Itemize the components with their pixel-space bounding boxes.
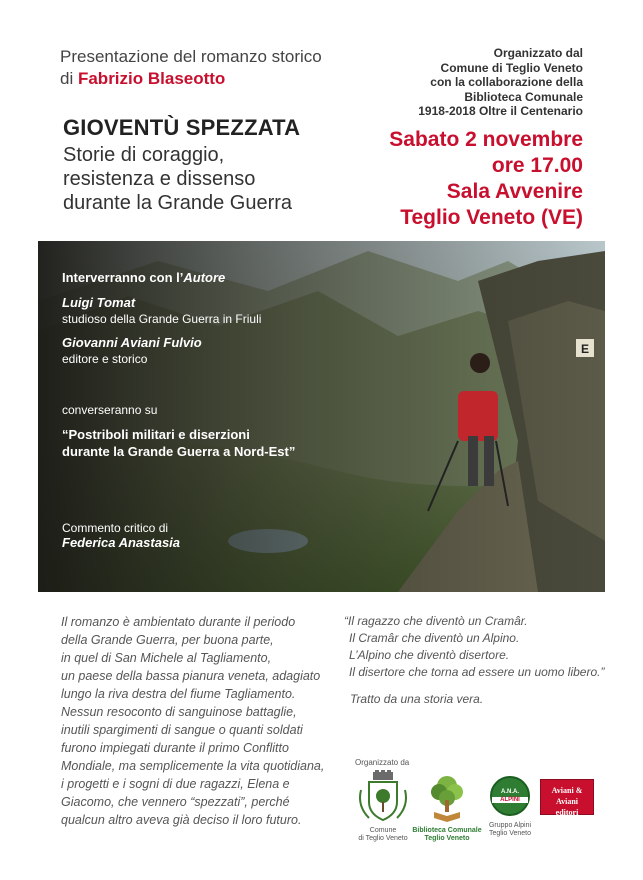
story-line: in quel di San Michele al Tagliamento, (61, 651, 272, 665)
quote-line: L’Alpino che diventò disertore. (349, 648, 510, 662)
book-title: GIOVENTÙ SPEZZATA (63, 115, 301, 140)
speakers-intro-emph: Autore (183, 270, 226, 285)
comune-caption-line: Comune (369, 827, 397, 834)
event-place: Teglio Veneto (VE) (400, 206, 583, 229)
story-line: Nessun resoconto di sanguinose battaglie, (61, 705, 297, 719)
tratto-text: Tratto da una storia vera. (350, 692, 484, 706)
talk-title-line1: “Postriboli militari e diserzioni (62, 427, 250, 442)
organizer-line: Comune di Teglio Veneto (440, 60, 583, 75)
speaker1-role: studioso della Grande Guerra in Friuli (62, 312, 262, 326)
quote-line: Il Cramâr che diventò un Alpino. (349, 631, 520, 645)
story-line: un paese della bassa pianura veneta, adagiato (61, 669, 321, 683)
alpini-caption-line: Teglio Veneto (488, 830, 532, 837)
organizer-block (323, 46, 583, 119)
alpini-emblem-icon (490, 776, 530, 816)
speaker2-role: editore e storico (62, 352, 148, 366)
comune-caption-line: di Teglio Veneto (358, 835, 408, 842)
mountain-photo (38, 241, 605, 592)
trail-marker-label: E (580, 342, 590, 356)
subtitle-line: resistenza e dissenso (63, 168, 256, 190)
biblioteca-caption-line: Teglio Veneto (424, 835, 470, 842)
talk-intro: converseranno su (62, 403, 158, 417)
story-line: furono impiegati durante il primo Conflitto (61, 741, 289, 755)
speakers-intro-text: Interverranno con l’ (62, 270, 184, 285)
quote-block (344, 613, 614, 681)
event-time: ore 17.00 (491, 154, 583, 177)
event-details (303, 127, 583, 231)
talk-title-line2: durante la Grande Guerra a Nord-Est” (62, 444, 296, 459)
comment-name: Federica Anastasia (62, 535, 181, 550)
speakers-intro (62, 270, 225, 286)
editori-subtitle: editori (555, 808, 579, 817)
author-line (60, 68, 360, 90)
coat-of-arms-icon (353, 770, 413, 822)
organizer-line: Biblioteca Comunale (464, 89, 583, 104)
story-line: lungo la riva destra del fiume Tagliamento. (61, 687, 296, 701)
story-line: della Grande Guerra, per buona parte, (61, 633, 274, 647)
author-name: Fabrizio Blaseotto (77, 69, 226, 88)
quote-line: “Il ragazzo che diventò un Cramâr. (344, 614, 528, 628)
speaker2-name: Giovanni Aviani Fulvio (62, 335, 202, 350)
presentation-heading (60, 46, 360, 90)
alpini-caption-line: Gruppo Alpini (488, 822, 532, 829)
presentation-line: Presentazione del romanzo storico (60, 47, 322, 66)
alpini-badge-text: A.N.A. (501, 789, 519, 795)
subtitle-line: Storie di coraggio, (63, 144, 225, 166)
event-date: Sabato 2 novembre (389, 128, 583, 151)
subtitle-line: durante la Grande Guerra (63, 192, 293, 214)
comment-intro: Commento critico di (62, 521, 169, 535)
quote-line: Il disertore che torna ad essere un uomo libero.” (349, 665, 605, 679)
story-line: Il romanzo è ambientato durante il periodo (61, 615, 296, 629)
organized-by-label: Organizzato da (355, 758, 410, 767)
organizer-line: 1918-2018 Oltre il Centenario (418, 104, 583, 118)
biblioteca-caption-line: Biblioteca Comunale (412, 827, 482, 834)
comune-logo (353, 770, 413, 843)
biblioteca-logo (412, 772, 482, 843)
editori-name: Aviani & Aviani (551, 786, 583, 806)
speaker1-name: Luigi Tomat (62, 295, 136, 310)
story-line: qualcun altro aveva già deciso il loro futuro. (61, 813, 302, 827)
story-line: Giacomo, che vennero “spezzati”, perché (61, 795, 290, 809)
author-prefix: di (60, 69, 78, 88)
alpini-badge-text2: ALPINI (492, 797, 528, 803)
story-line: inutili spargimenti di sangue o quanti soldati (61, 723, 303, 737)
organizer-line: con la collaborazione della (430, 75, 583, 89)
story-line: i progetti e i sogni di due ragazzi, Elena e (61, 777, 290, 791)
organizer-line: Organizzato dal (493, 46, 583, 60)
event-venue: Sala Avvenire (446, 180, 583, 203)
alpini-logo (482, 776, 538, 838)
tree-book-icon (412, 772, 482, 822)
story-paragraph (61, 613, 351, 829)
editori-logo (540, 779, 594, 815)
story-line: Mondiale, ma semplicemente la vita quotidiana, (61, 759, 325, 773)
